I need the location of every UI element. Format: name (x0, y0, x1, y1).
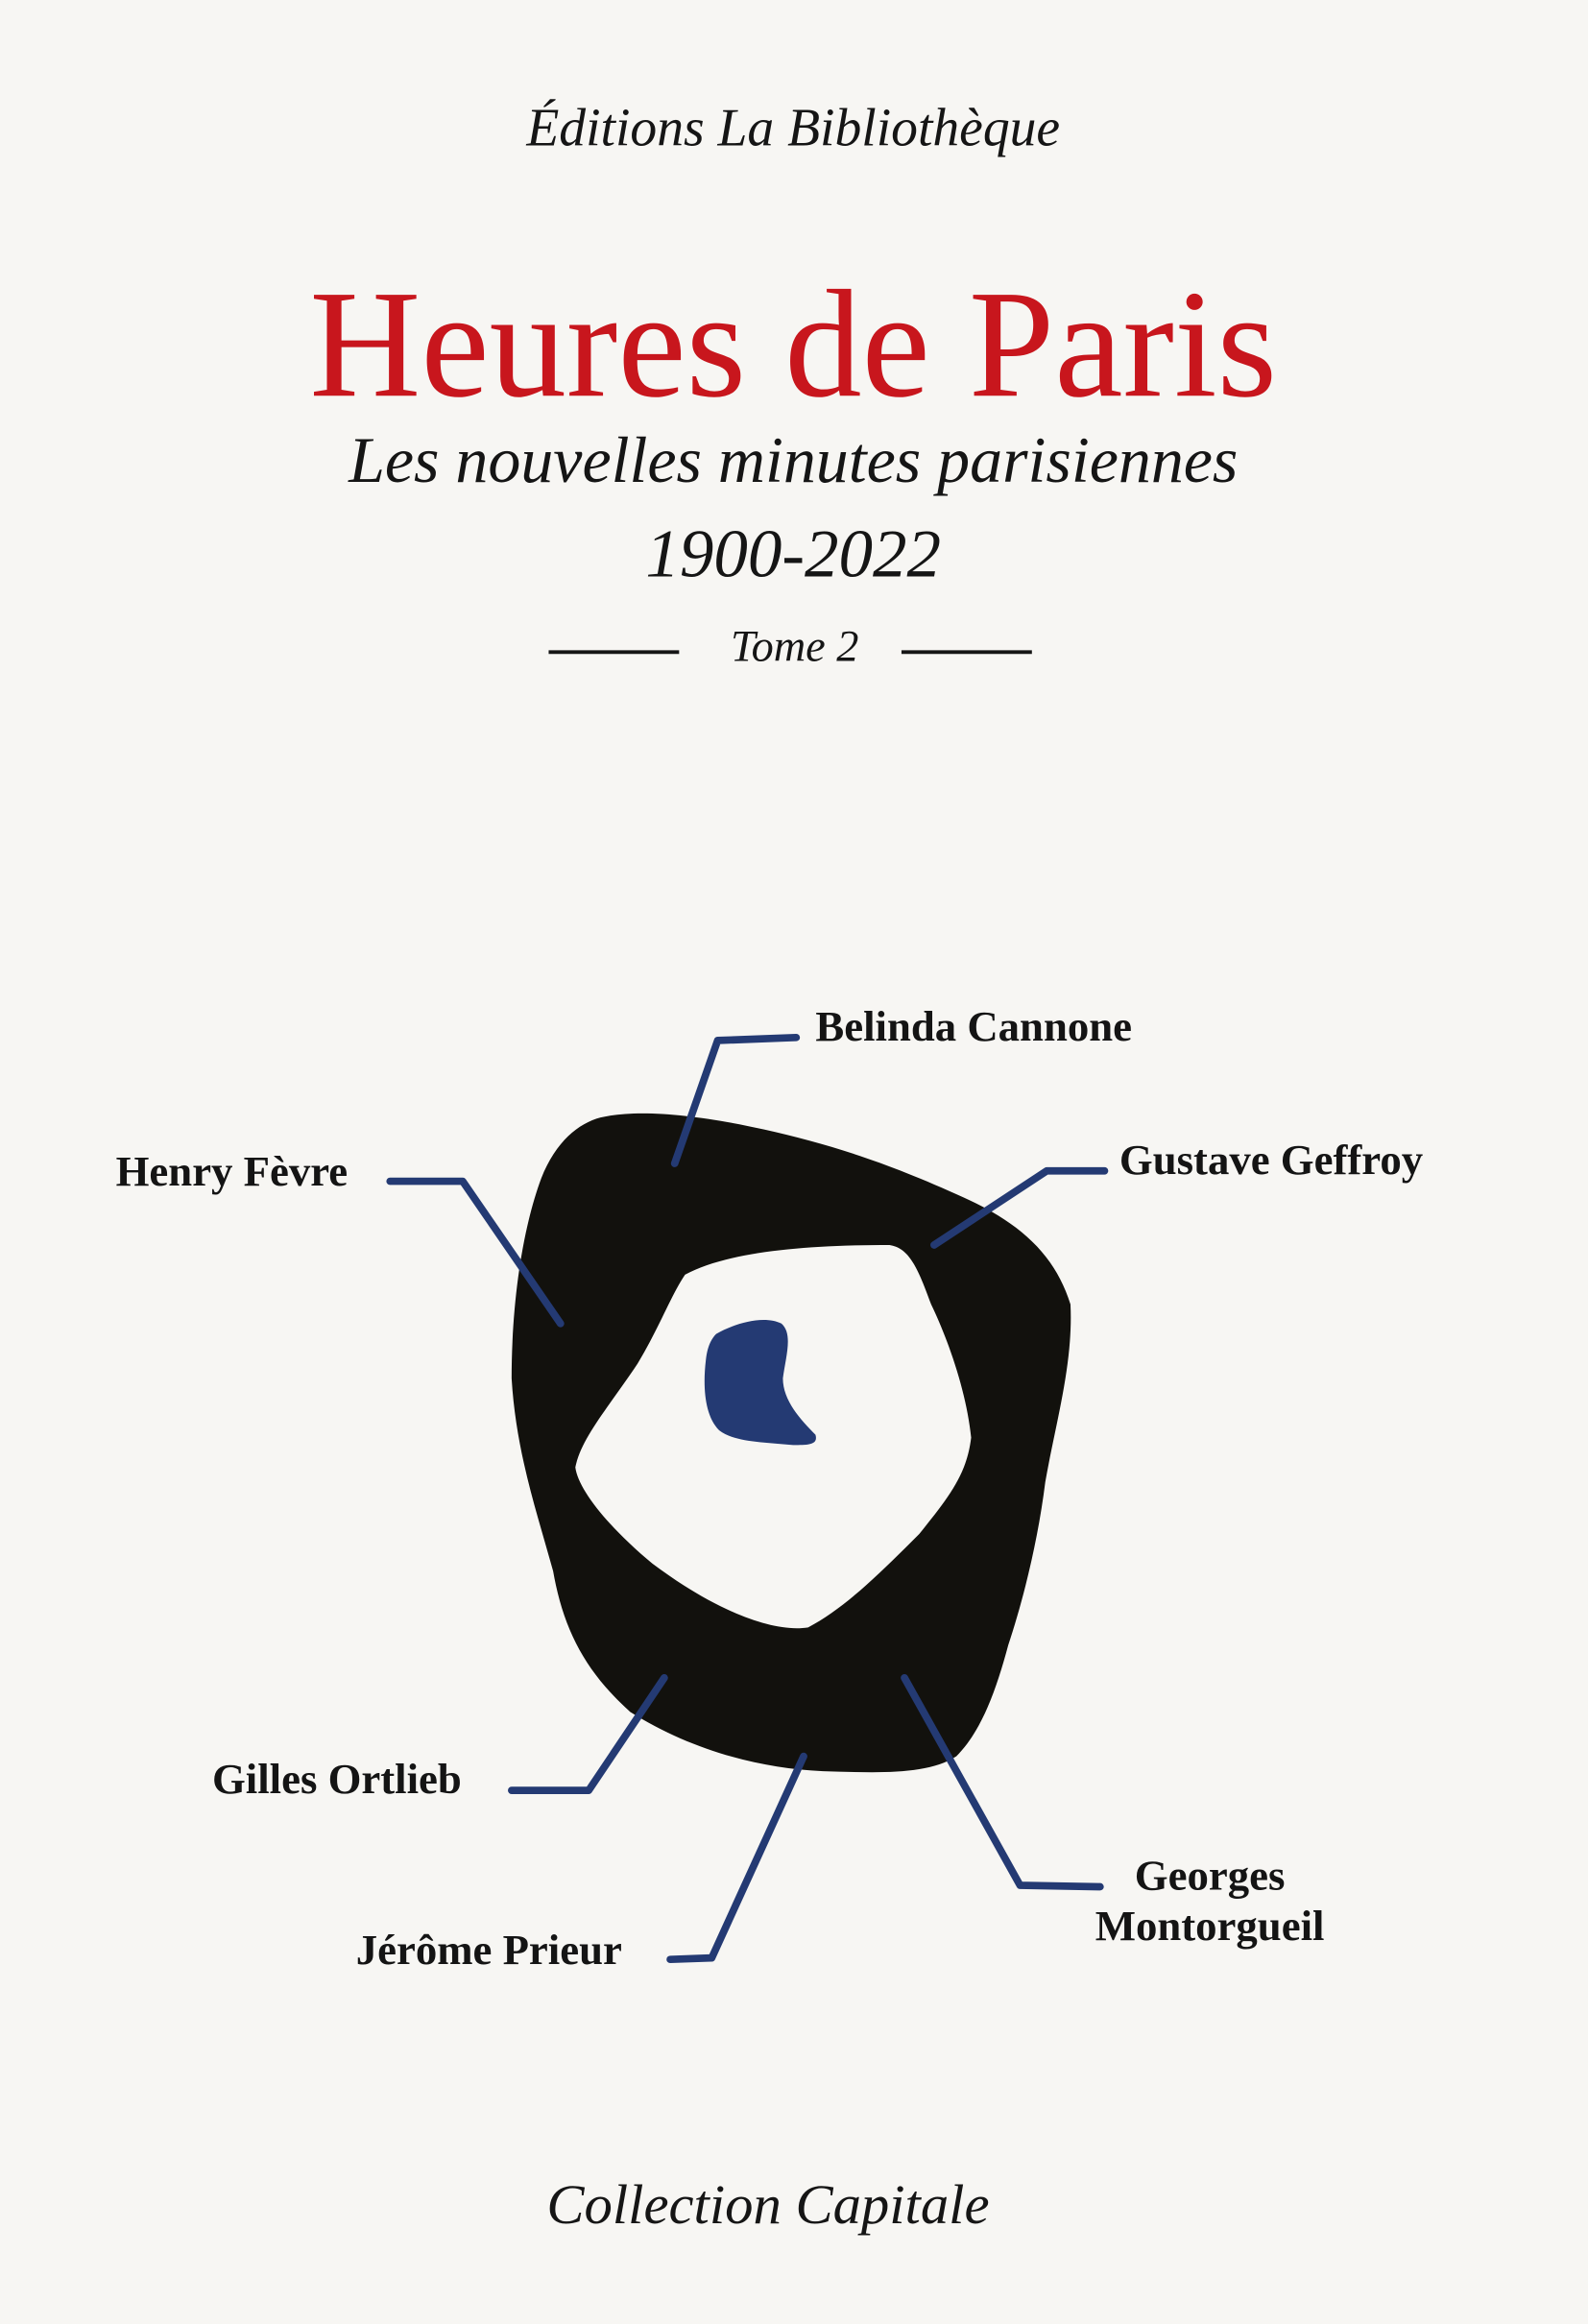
author-gustave-geffroy: Gustave Geffroy (1119, 1135, 1424, 1184)
author-belinda-cannone: Belinda Cannone (815, 1001, 1133, 1050)
author-gilles-ortlieb: Gilles Ortlieb (211, 1755, 462, 1804)
book-subtitle: Les nouvelles minutes parisiennes (349, 422, 1239, 496)
book-years: 1900-2022 (645, 516, 942, 592)
author-georges-montorgueil-line2: Montorgueil (1095, 1902, 1325, 1951)
collection-name: Collection Capitale (546, 2173, 990, 2237)
volume-label: Tome 2 (731, 622, 859, 672)
author-georges-montorgueil-line1: Georges (1134, 1851, 1286, 1900)
author-jerome-prieur: Jérôme Prieur (355, 1925, 622, 1974)
publisher-name: Éditions La Bibliothèque (526, 98, 1061, 158)
author-henry-fevre: Henry Fèvre (115, 1147, 349, 1196)
book-title: Heures de Paris (309, 258, 1278, 430)
